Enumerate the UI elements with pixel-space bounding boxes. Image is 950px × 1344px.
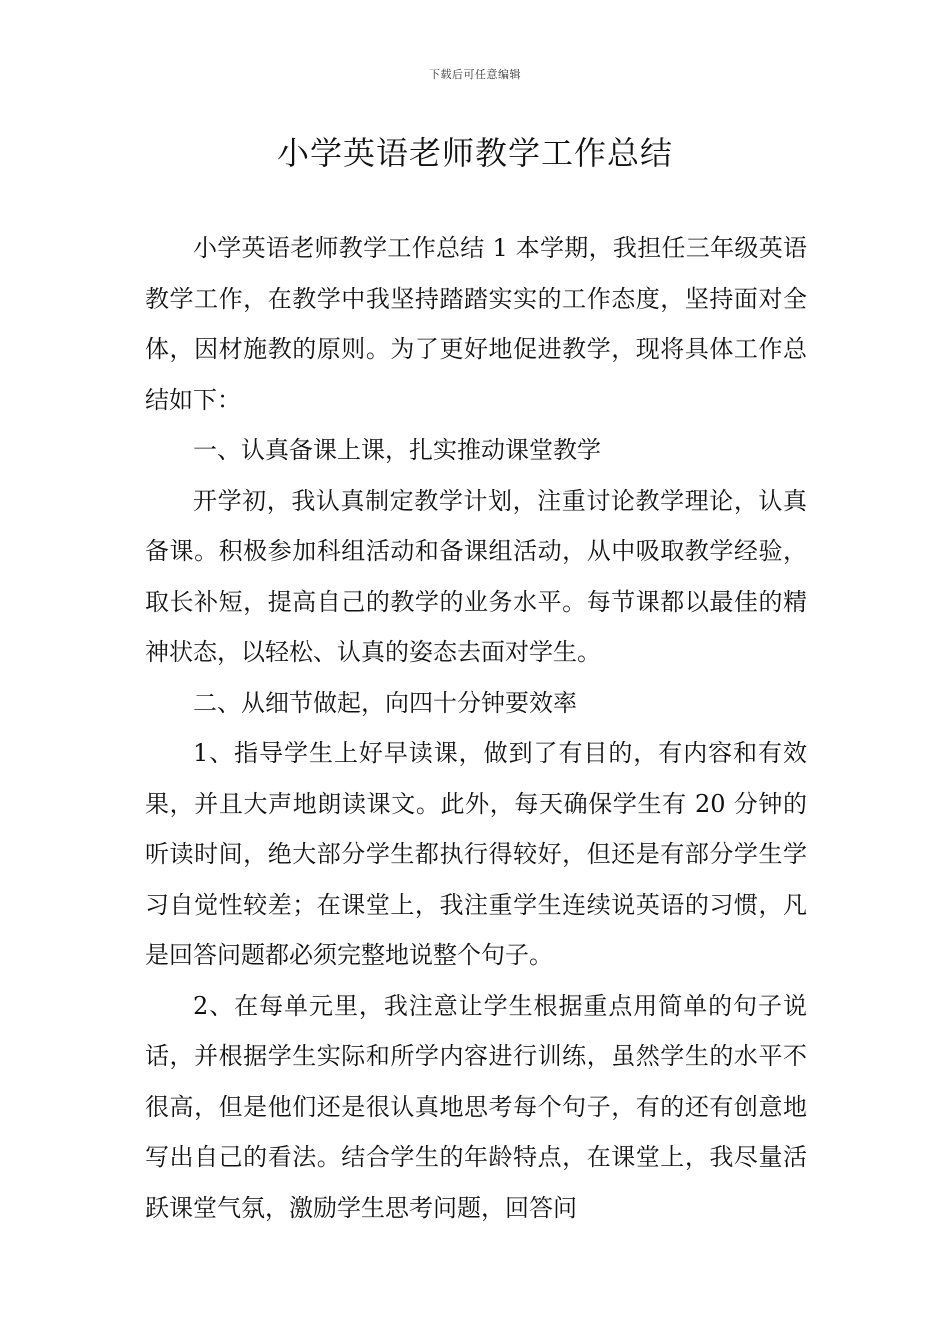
document-title: 小学英语老师教学工作总结	[276, 134, 673, 172]
document-body	[145, 223, 807, 1233]
section-heading-1: 一、认真备课上课，扎实推动课堂教学	[193, 436, 601, 464]
paragraph-item-1: 1、指导学生上好早读课，做到了有目的，有内容和有效果，并且大声地朗读课文。此外，每天确保学生有 20 分钟的听读时间，绝大部分学生都执行得较好，但还是有部分学生学习自觉性较差；在课堂上，我注重学生连续说英语的习惯，凡是回答问题都必须完整地说整个句子。	[145, 739, 807, 969]
paragraph-section-1: 开学初，我认真制定教学计划，注重讨论教学理论，认真备课。积极参加科组活动和备课组活动，从中吸取教学经验，取长补短，提高自己的教学的业务水平。每节课都以最佳的精神状态，以轻松、认真的姿态去面对学生。	[145, 486, 807, 666]
paragraph-item-2: 2、在每单元里，我注意让学生根据重点用简单的句子说话，并根据学生实际和所学内容进行训练，虽然学生的水平不很高，但是他们还是很认真地思考每个句子，有的还有创意地写出自己的看法。结合学生的年龄特点，在课堂上，我尽量活跃课堂气氛，激励学生思考问题，回答问	[145, 991, 807, 1222]
section-heading-2: 二、从细节做起，向四十分钟要效率	[193, 688, 577, 717]
paragraph-intro: 小学英语老师教学工作总结 1 本学期，我担任三年级英语教学工作，在教学中我坚持踏踏实实的工作态度，坚持面对全体，因材施教的原则。为了更好地促进教学，现将具体工作总结如下：	[145, 234, 807, 414]
header-note: 下载后可任意编辑	[429, 68, 521, 81]
